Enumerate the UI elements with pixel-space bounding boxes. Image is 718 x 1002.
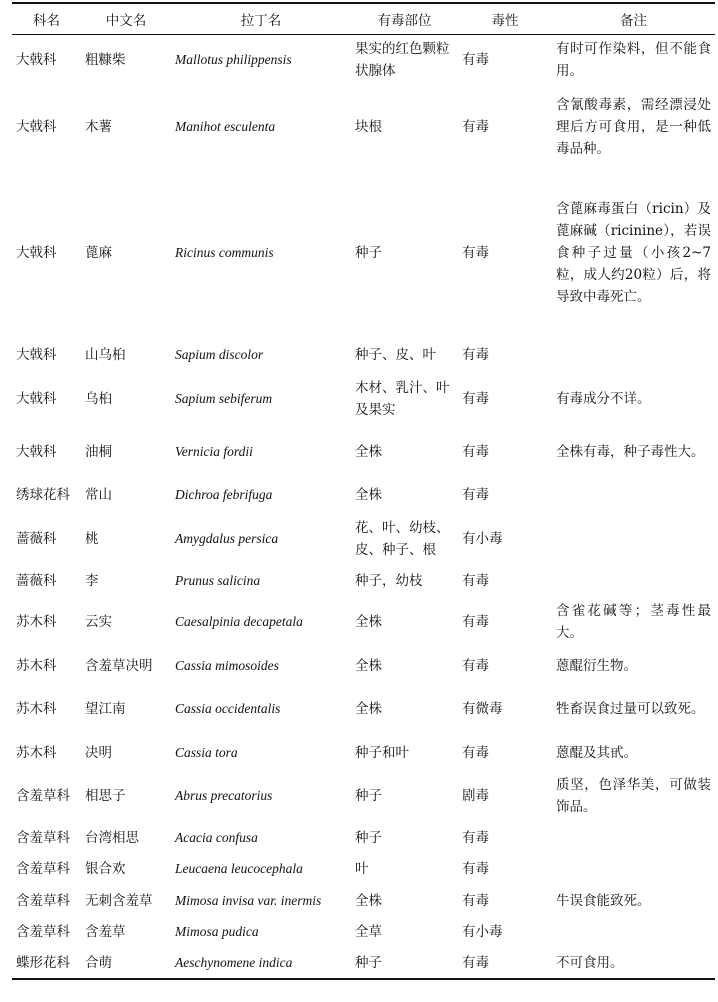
cell-note: 有毒成分不详。 bbox=[556, 390, 651, 407]
cell-toxicity: 有小毒 bbox=[462, 530, 503, 547]
cell-toxic-part: 木材、乳汁、叶及果实 bbox=[355, 379, 450, 418]
cell-family: 大戟科 bbox=[16, 390, 57, 407]
cell-family: 含羞草科 bbox=[16, 830, 70, 846]
table-row bbox=[12, 854, 715, 884]
table-row bbox=[12, 735, 715, 770]
cell-note bbox=[552, 854, 715, 884]
cell-note bbox=[552, 566, 715, 596]
cell-chinese-name: 粗糠柴 bbox=[85, 52, 126, 69]
cell-latin-name: Acacia confusa bbox=[175, 830, 258, 845]
header-toxicity: 毒性 bbox=[458, 3, 552, 34]
cell-toxicity: 有毒 bbox=[462, 245, 489, 261]
cell-latin-name: Mallotus philippensis bbox=[175, 52, 292, 68]
cell-latin-name: Sapium sebiferum bbox=[175, 390, 273, 406]
cell-chinese-name: 桃 bbox=[85, 530, 99, 547]
cell-family: 大戟科 bbox=[16, 346, 57, 363]
cell-family: 大戟科 bbox=[16, 52, 57, 69]
table-row bbox=[12, 947, 715, 979]
header-toxic-part: 有毒部位 bbox=[351, 3, 458, 34]
table-row bbox=[12, 917, 715, 947]
cell-chinese-name: 望江南 bbox=[85, 701, 126, 717]
table-row bbox=[12, 371, 715, 426]
cell-latin-name: Cassia mimosoides bbox=[175, 657, 279, 673]
cell-chinese-name: 云实 bbox=[85, 614, 112, 630]
cell-latin-name: Manihot esculenta bbox=[175, 119, 276, 134]
cell-family: 苏木科 bbox=[16, 744, 57, 761]
cell-note bbox=[552, 478, 715, 511]
cell-note: 含蓖麻毒蛋白（ricin）及蓖麻碱（ricinine），若误食种子过量（小孩2~7粒，成人约20粒）后，将导致中毒死亡。 bbox=[556, 201, 711, 305]
cell-chinese-name: 李 bbox=[85, 573, 99, 589]
cell-toxic-part: 全草 bbox=[355, 924, 382, 940]
cell-latin-name: Mimosa pudica bbox=[175, 924, 259, 939]
table-row bbox=[12, 822, 715, 854]
cell-family: 蔷薇科 bbox=[16, 530, 57, 547]
cell-family: 含羞草科 bbox=[16, 892, 70, 909]
cell-note: 含雀花碱等；茎毒性最大。 bbox=[556, 603, 711, 641]
cell-toxic-part: 花、叶、幼枝、皮、种子、根 bbox=[355, 519, 450, 558]
cell-toxicity: 有小毒 bbox=[462, 924, 503, 940]
cell-latin-name: Leucaena leucocephala bbox=[175, 861, 303, 876]
cell-toxic-part: 种子、皮、叶 bbox=[355, 346, 436, 363]
cell-toxic-part: 叶 bbox=[355, 861, 369, 877]
table-row bbox=[12, 511, 715, 566]
cell-toxic-part: 块根 bbox=[355, 119, 382, 135]
cell-latin-name: Ricinus communis bbox=[175, 245, 274, 260]
table-row bbox=[12, 168, 715, 338]
header-family: 科名 bbox=[12, 3, 81, 34]
cell-note: 含氰酸毒素，需经漂浸处理后方可食用，是一种低毒品种。 bbox=[556, 97, 711, 157]
table-row bbox=[12, 648, 715, 683]
cell-chinese-name: 油桐 bbox=[85, 444, 112, 460]
table-row bbox=[12, 884, 715, 917]
cell-chinese-name: 含羞草 bbox=[85, 924, 126, 940]
cell-latin-name: Vernicia fordii bbox=[175, 444, 253, 459]
cell-latin-name: Mimosa invisa var. inermis bbox=[175, 892, 322, 908]
cell-note bbox=[552, 917, 715, 947]
cell-toxicity: 有毒 bbox=[462, 657, 489, 674]
cell-chinese-name: 相思子 bbox=[85, 788, 126, 804]
cell-family: 蔷薇科 bbox=[16, 573, 57, 589]
cell-note: 不可食用。 bbox=[552, 947, 715, 979]
cell-toxic-part: 全株 bbox=[355, 614, 382, 630]
cell-latin-name: Sapium discolor bbox=[175, 346, 264, 362]
cell-toxicity: 有毒 bbox=[462, 444, 489, 460]
cell-family: 含羞草科 bbox=[16, 861, 70, 877]
table-row bbox=[12, 683, 715, 735]
cell-toxic-part: 全株 bbox=[355, 444, 382, 460]
cell-toxicity: 有毒 bbox=[462, 486, 489, 503]
cell-toxicity: 有毒 bbox=[462, 861, 489, 877]
cell-note: 全株有毒，种子毒性大。 bbox=[556, 444, 705, 460]
table-row bbox=[12, 426, 715, 478]
table-header bbox=[12, 3, 715, 34]
cell-toxicity: 有毒 bbox=[462, 573, 489, 589]
cell-family: 含羞草科 bbox=[16, 924, 70, 940]
cell-note bbox=[552, 511, 715, 566]
cell-chinese-name: 合萌 bbox=[81, 947, 171, 979]
cell-family: 大戟科 bbox=[16, 119, 57, 135]
cell-toxic-part: 种子和叶 bbox=[355, 744, 409, 761]
table-row bbox=[12, 34, 715, 86]
cell-toxicity: 有毒 bbox=[462, 119, 489, 135]
cell-toxic-part: 种子 bbox=[355, 830, 382, 846]
cell-chinese-name: 乌桕 bbox=[85, 390, 112, 407]
cell-chinese-name: 含羞草决明 bbox=[85, 657, 153, 674]
cell-toxicity: 有毒 bbox=[462, 52, 489, 69]
cell-latin-name: Prunus salicina bbox=[175, 573, 261, 588]
header-chinese-name: 中文名 bbox=[81, 3, 171, 34]
cell-latin-name: Cassia tora bbox=[175, 744, 238, 760]
cell-family: 大戟科 bbox=[16, 245, 57, 261]
cell-toxic-part: 种子 bbox=[355, 245, 382, 261]
cell-toxic-part: 种子 bbox=[351, 947, 458, 979]
cell-toxic-part: 全株 bbox=[355, 892, 382, 909]
header-row bbox=[12, 3, 715, 34]
cell-toxicity: 有毒 bbox=[462, 892, 489, 909]
cell-note: 有时可作染料，但不能食用。 bbox=[556, 41, 711, 80]
cell-toxic-part: 全株 bbox=[355, 657, 382, 674]
cell-note: 蒽醌及其甙。 bbox=[556, 744, 637, 761]
cell-chinese-name: 蓖麻 bbox=[85, 245, 112, 261]
cell-toxicity: 有毒 bbox=[462, 830, 489, 846]
cell-latin-name: Caesalpinia decapetala bbox=[175, 614, 303, 629]
cell-latin-name: Cassia occidentalis bbox=[175, 701, 281, 716]
cell-family: 苏木科 bbox=[16, 614, 57, 630]
cell-toxicity: 有微毒 bbox=[462, 701, 503, 717]
cell-family: 绣球花科 bbox=[16, 486, 70, 503]
cell-toxicity: 有毒 bbox=[462, 346, 489, 363]
cell-chinese-name: 无刺含羞草 bbox=[85, 892, 153, 909]
cell-toxic-part: 全株 bbox=[355, 486, 382, 503]
table-row bbox=[12, 478, 715, 511]
cell-toxicity: 有毒 bbox=[462, 744, 489, 761]
cell-family: 苏木科 bbox=[16, 657, 57, 674]
table-row bbox=[12, 338, 715, 371]
cell-chinese-name: 台湾相思 bbox=[85, 830, 139, 846]
cell-family: 大戟科 bbox=[16, 444, 57, 460]
header-note: 备注 bbox=[552, 3, 715, 34]
cell-family: 苏木科 bbox=[16, 701, 57, 717]
cell-toxicity: 剧毒 bbox=[462, 788, 489, 804]
table-row bbox=[12, 86, 715, 168]
cell-chinese-name: 银合欢 bbox=[85, 861, 126, 877]
cell-family: 含羞草科 bbox=[16, 788, 70, 804]
cell-chinese-name: 常山 bbox=[85, 486, 112, 503]
cell-latin-name: Amygdalus persica bbox=[175, 530, 279, 546]
cell-note bbox=[552, 822, 715, 854]
cell-family: 蝶形花科 bbox=[12, 947, 81, 979]
cell-note: 牛误食能致死。 bbox=[556, 892, 651, 909]
cell-toxic-part: 种子 bbox=[355, 788, 382, 804]
cell-latin-name: Abrus precatorius bbox=[175, 788, 273, 803]
header-latin-name: 拉丁名 bbox=[171, 3, 351, 34]
cell-note bbox=[552, 338, 715, 371]
cell-latin-name: Aeschynomene indica bbox=[171, 947, 351, 979]
cell-chinese-name: 木薯 bbox=[85, 119, 112, 135]
toxic-plants-table bbox=[12, 2, 715, 980]
cell-toxicity: 有毒 bbox=[462, 390, 489, 407]
cell-toxicity: 有毒 bbox=[462, 614, 489, 630]
cell-chinese-name: 决明 bbox=[85, 744, 112, 761]
cell-note: 蒽醌衍生物。 bbox=[556, 657, 637, 674]
cell-chinese-name: 山乌桕 bbox=[85, 346, 126, 363]
cell-note: 牲畜误食过量可以致死。 bbox=[556, 701, 705, 717]
table-row bbox=[12, 770, 715, 822]
table-row bbox=[12, 566, 715, 596]
cell-note: 质坚，色泽华美，可做装饰品。 bbox=[556, 777, 711, 815]
cell-toxicity: 有毒 bbox=[458, 947, 552, 979]
table-body bbox=[12, 34, 715, 979]
cell-toxic-part: 果实的红色颗粒状腺体 bbox=[355, 41, 450, 80]
table-row bbox=[12, 596, 715, 648]
cell-toxic-part: 全株 bbox=[355, 701, 382, 717]
cell-toxic-part: 种子，幼枝 bbox=[355, 573, 423, 589]
cell-latin-name: Dichroa febrifuga bbox=[175, 486, 273, 502]
